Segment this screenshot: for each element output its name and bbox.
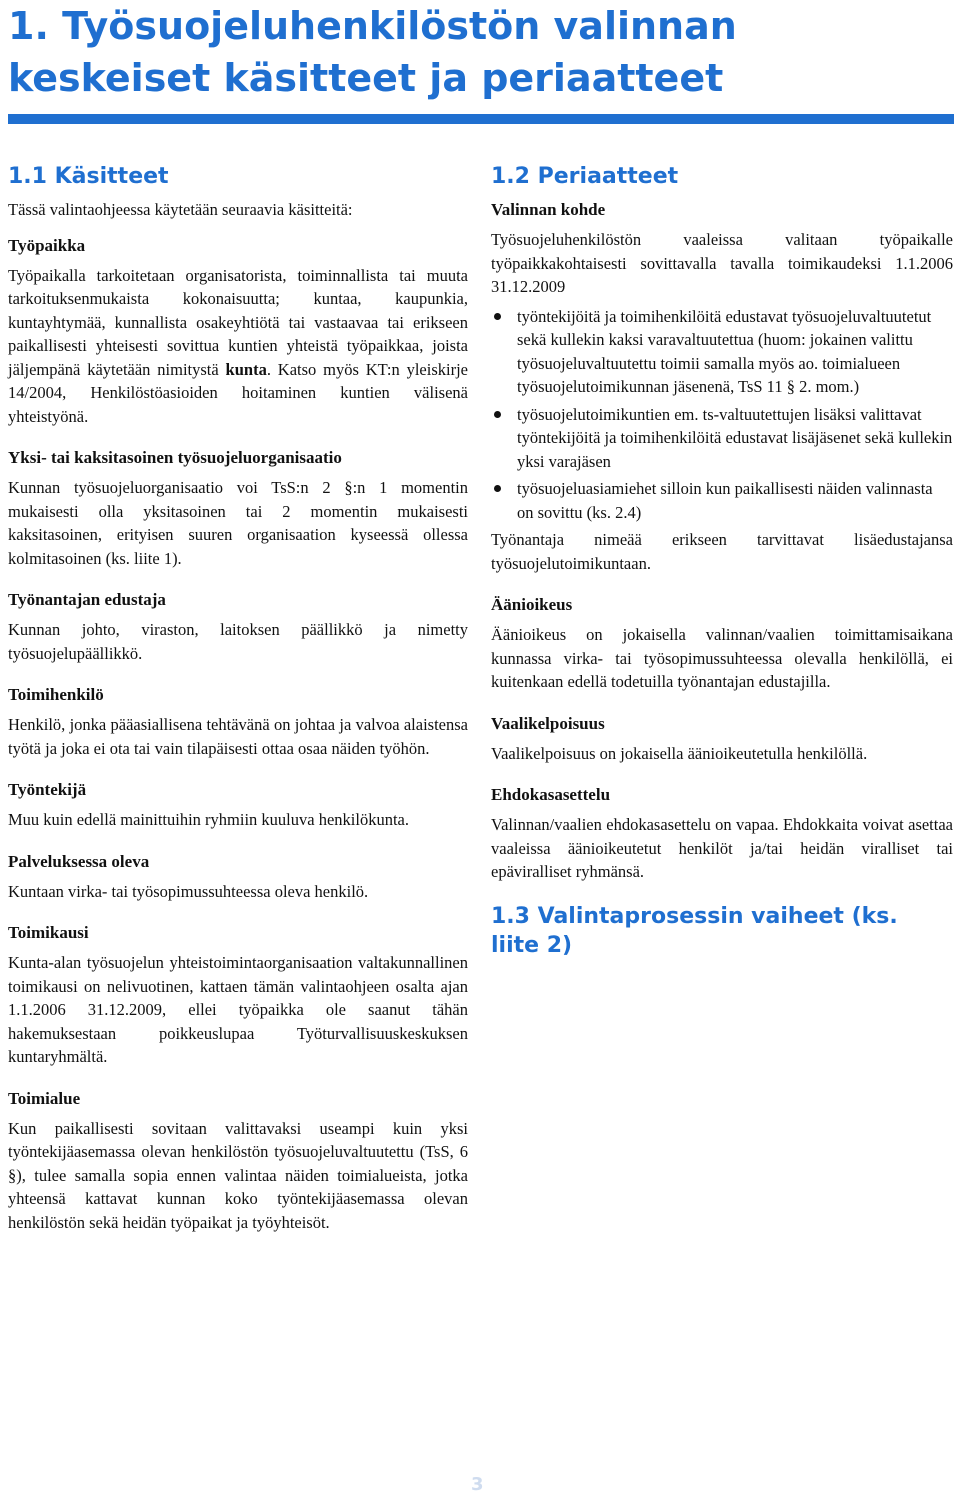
principle-title: Äänioikeus — [491, 595, 573, 614]
term-toimihenkilo — [8, 683, 468, 760]
term-text: Kunnan työsuojeluorganisaatio voi TsS:n 2 §:n 1 momentin mukaisesti olla yksitasoinen tai 2 momentin mukaisesti kaksitasoinen, erityisen suuren organisaation kyseessä ollessa kolmitasoinen (ks. liite 1). — [8, 478, 468, 568]
list-item — [491, 403, 953, 474]
principle-text: Äänioikeus on jokaisella valinnan/vaalien toimittamisaikana kunnassa virka- tai työsopimussuhteessa olevalla henkilöllä, ei kuitenkaan edellä todetuilla työnantajan edustajilla. — [491, 625, 953, 691]
term-palveluksessa — [8, 850, 468, 904]
intro-text: Tässä valintaohjeessa käytetään seuraavia käsitteitä: — [8, 200, 353, 219]
principle-text: Työsuojeluhenkilöstön vaaleissa valitaan työpaikalle työpaikkakohtaisesti sovittavalla tavalla toimikaudeksi 1.1.2006 31.12.2009 — [491, 230, 953, 296]
principle-ehdokasasettelu — [491, 783, 953, 884]
bullet-text: työsuojeluasiamiehet silloin kun paikallisesti näiden valinnasta on sovittu (ks. 2.4) — [517, 479, 933, 522]
term-title: Toimihenkilö — [8, 685, 104, 704]
term-bold-kunta: kunta — [225, 359, 267, 379]
term-edustaja — [8, 588, 468, 665]
term-text: Kunnan johto, viraston, laitoksen päällikkö ja nimetty työsuojelupäällikkö. — [8, 620, 468, 663]
term-title: Toimikausi — [8, 923, 89, 942]
term-tyontekija — [8, 778, 468, 832]
term-title: Toimialue — [8, 1088, 81, 1108]
page-number: 3 — [471, 1474, 484, 1495]
principle-text: Vaalikelpoisuus on jokaisella äänioikeutetulla henkilöllä. — [491, 743, 868, 763]
term-title: Yksi- tai kaksitasoinen työsuojeluorganisaatio — [8, 448, 342, 467]
term-text: Kuntaan virka- tai työsopimussuhteessa oleva henkilö. — [8, 881, 369, 901]
term-text: Muu kuin edellä mainittuihin ryhmiin kuuluva henkilökunta. — [8, 810, 409, 829]
term-toimialue — [8, 1087, 468, 1235]
term-title: Työntekijä — [8, 780, 87, 799]
term-text: Kun paikallisesti sovitaan valittavaksi useampi kuin yksi työntekijäasemassa olevan henkilöstön työsuojeluvaltuutettu (TsS, 6 §), tulee samalla sopia ennen valintaa näiden toimialueista, jotka yhteensä kattavat kunnan koko työntekijäasemassa olevan henkilöstön sekä heidän työpaikat ja työyhteisöt. — [8, 1118, 468, 1232]
principle-text: Työnantaja nimeää erikseen tarvittavat lisäedustajansa työsuojelutoimikuntaan. — [491, 530, 953, 573]
term-title: Työnantajan edustaja — [8, 590, 166, 609]
title-rule — [8, 114, 954, 124]
right-column — [491, 162, 953, 966]
principle-title: Valinnan kohde — [491, 200, 606, 219]
term-text: Kunta-alan työsuojelun yhteistoimintaorganisaation valtakunnallinen toimikausi on nelivuotinen, kattaen tämän valintaohjeen osalta ajan 1.1.2006 31.12.2009, ellei työpaikka ole saanut tähän hakemuksestaan poikkeuslupaa Työturvallisuuskeskuksen kuntaryhmältä. — [8, 953, 468, 1066]
section-heading-kasitteet: 1.1 Käsitteet — [8, 164, 169, 189]
term-text-part: Työpaikalla tarkoitetaan organisatorista, toiminnallista tai muuta tarkoituksenmukaista kokonaisuutta; kuntaa, kaupunkia, kuntayhtymää, kunnallista osakeyhtiötä tai vastaavaa tai erikseen paikallisesti yhteisesti sovittua kuntien yhteistä työpaikkaa, joista jäljempänä käytetään nimitystä — [8, 265, 468, 379]
bullet-text: työntekijöitä ja toimihenkilöitä edustavat työsuojeluvaltuutetut sekä kullekin kaksi varavaltuutettua (huom: jokainen valittu työsuojeluvaltuutettu toimii samalla myös ao. toimialueen työsuojelutoimikunnan jäsenenä, TsS 11 § 2. mom.) — [517, 306, 932, 396]
term-text — [8, 264, 468, 429]
page-title: 1. Työsuojeluhenkilöstön valinnan keskeiset käsitteet ja periaatteet — [8, 4, 737, 100]
term-title: Työpaikka — [8, 235, 86, 255]
bullet-list — [491, 305, 953, 525]
bullet-icon — [494, 485, 501, 492]
bullet-text: työsuojelutoimikuntien em. ts-valtuutettujen lisäksi valittavat työntekijöitä ja toimihenkilöitä edustavat lisäjäsenet sekä kullekin yksi varajäsen — [517, 404, 953, 471]
bullet-icon — [494, 313, 501, 320]
term-tyopaikka — [8, 234, 468, 429]
principle-text: Valinnan/vaalien ehdokasasettelu on vapaa. Ehdokkaita voivat asettaa vaaleissa äänioikeutetut henkilöt ja/tai heidän viralliset tai epäviralliset ryhmänsä. — [491, 815, 953, 881]
principle-kohde — [491, 198, 953, 575]
principle-title: Ehdokasasettelu — [491, 785, 611, 804]
section-heading-valintaprosessi: 1.3 Valintaprosessin vaiheet (ks. liite 2) — [491, 903, 898, 958]
term-toimikausi — [8, 921, 468, 1069]
list-item — [491, 477, 953, 524]
term-text: Henkilö, jonka pääasiallisena tehtävänä on johtaa ja valvoa alaistensa työtä ja joka ei ota tai vain tilapäisesti ottaa osaa näiden työhön. — [8, 715, 468, 758]
term-text-part: . Katso myös KT:n yleiskirje 14/2004, Henkilöstöasioiden hoitaminen kuntien välisenä yhteistyönä. — [8, 359, 468, 426]
section-heading-periaatteet: 1.2 Periaatteet — [491, 164, 679, 189]
term-title: Palveluksessa oleva — [8, 851, 150, 871]
principle-vaalikelpoisuus — [491, 712, 953, 766]
principle-aanioikeus — [491, 593, 953, 694]
bullet-icon — [494, 411, 501, 418]
term-organisaatio — [8, 446, 468, 570]
list-item — [491, 305, 953, 399]
principle-title: Vaalikelpoisuus — [491, 713, 605, 733]
left-column — [8, 162, 468, 1252]
